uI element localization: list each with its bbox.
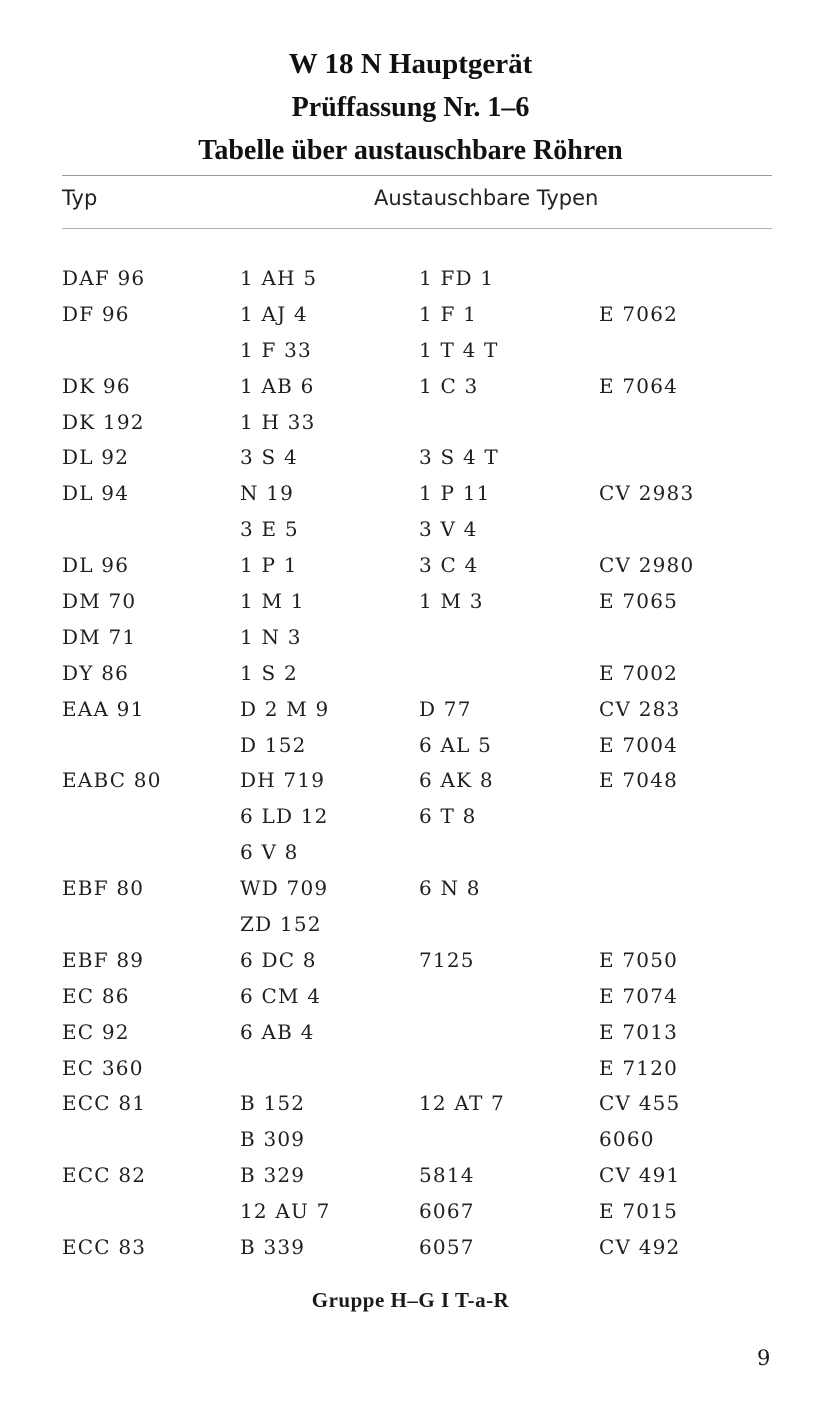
replacement-cell-1: 6 DC 8	[240, 947, 317, 972]
replacement-cell-2: 3 V 4	[419, 517, 478, 542]
replacement-cell-2: 1 T 4 T	[419, 337, 499, 362]
table-row	[0, 764, 821, 800]
tube-type-cell: DM 71	[62, 624, 137, 649]
table-row	[0, 370, 821, 406]
replacement-cell-3: E 7064	[599, 373, 679, 398]
replacement-cell-1: 6 LD 12	[240, 804, 329, 829]
replacement-cell-3: E 7015	[599, 1199, 679, 1224]
replacement-cell-2: 3 C 4	[419, 553, 479, 578]
table-row	[0, 334, 821, 370]
replacement-cell-2: 6 AK 8	[419, 768, 494, 793]
replacement-cell-2: 5814	[419, 1163, 475, 1188]
replacement-cell-3: E 7004	[599, 732, 679, 757]
replacement-cell-2: 1 FD 1	[419, 266, 495, 290]
replacement-cell-3: E 7062	[599, 301, 679, 326]
table-row	[0, 1231, 821, 1267]
replacement-cell-1: 1 N 3	[240, 624, 302, 649]
tube-type-cell: EC 86	[62, 983, 130, 1008]
tube-type-cell: EC 92	[62, 1019, 130, 1044]
replacement-cell-1: B 329	[240, 1163, 306, 1188]
replacement-cell-3: CV 2983	[599, 481, 695, 506]
table-row	[0, 298, 821, 334]
page-number: 9	[757, 1346, 771, 1370]
tube-type-cell: DAF 96	[62, 266, 146, 290]
replacement-cell-3: E 7048	[599, 768, 679, 793]
tube-type-cell: EC 360	[62, 1055, 144, 1080]
replacement-cell-1: D 2 M 9	[240, 696, 330, 721]
replacement-cell-3: CV 492	[599, 1235, 681, 1260]
table-row	[0, 908, 821, 944]
replacement-cell-1: 3 E 5	[240, 517, 299, 542]
table-row	[0, 872, 821, 908]
replacement-cell-2: 7125	[419, 947, 475, 972]
replacement-cell-1: 3 S 4	[240, 445, 298, 470]
table-row	[0, 621, 821, 657]
replacement-cell-1: 6 CM 4	[240, 983, 322, 1008]
replacement-cell-1: ZD 152	[240, 912, 322, 937]
replacement-cell-3: E 7013	[599, 1019, 679, 1044]
replacement-cell-1: 1 AH 5	[240, 266, 318, 290]
tube-table	[0, 262, 821, 1267]
replacement-cell-2: 6 T 8	[419, 804, 477, 829]
replacement-cell-3: CV 2980	[599, 553, 695, 578]
tube-type-cell: DL 96	[62, 553, 130, 578]
replacement-cell-3: E 7002	[599, 660, 679, 685]
table-row	[0, 1052, 821, 1088]
tube-type-cell: ECC 81	[62, 1091, 147, 1116]
table-title: Tabelle über austauschbare Röhren	[198, 135, 623, 166]
table-header	[0, 186, 821, 216]
replacement-cell-3: E 7065	[599, 589, 679, 614]
replacement-cell-3: CV 455	[599, 1091, 681, 1116]
tube-type-cell: EBF 89	[62, 947, 145, 972]
replacement-cell-2: 6 N 8	[419, 876, 481, 901]
tube-type-cell: DF 96	[62, 301, 130, 326]
tube-type-cell: DL 94	[62, 481, 130, 506]
header-bottom-divider	[62, 228, 772, 229]
replacement-cell-3: E 7120	[599, 1055, 679, 1080]
replacement-cell-1: 1 P 1	[240, 553, 298, 578]
table-row	[0, 441, 821, 477]
replacement-cell-2: D 77	[419, 696, 472, 721]
table-row	[0, 657, 821, 693]
tube-type-cell: DK 192	[62, 409, 145, 434]
replacement-cell-2: 6057	[419, 1235, 475, 1260]
table-row	[0, 477, 821, 513]
replacement-cell-2: 1 M 3	[419, 589, 484, 614]
replacement-cell-1: 6 V 8	[240, 840, 299, 865]
column-header-austauschbare-typen: Austauschbare Typen	[374, 186, 599, 210]
replacement-cell-2: 1 F 1	[419, 301, 478, 326]
replacement-cell-1: 1 AB 6	[240, 373, 315, 398]
group-footer: Gruppe H–G I T-a-R	[311, 1288, 510, 1312]
replacement-cell-3: E 7074	[599, 983, 679, 1008]
replacement-cell-2: 12 AT 7	[419, 1091, 505, 1116]
table-row	[0, 1159, 821, 1195]
table-row	[0, 549, 821, 585]
table-row	[0, 836, 821, 872]
replacement-cell-1: DH 719	[240, 768, 326, 793]
replacement-cell-1: 6 AB 4	[240, 1019, 315, 1044]
tube-type-cell: EBF 80	[62, 876, 145, 901]
table-row	[0, 729, 821, 765]
replacement-cell-3: 6060	[599, 1127, 655, 1152]
replacement-cell-1: 1 M 1	[240, 589, 305, 614]
replacement-cell-1: B 309	[240, 1127, 306, 1152]
table-row	[0, 1016, 821, 1052]
replacement-cell-3: E 7050	[599, 947, 679, 972]
tube-type-cell: ECC 82	[62, 1163, 147, 1188]
tube-type-cell: ECC 83	[62, 1235, 147, 1260]
replacement-cell-3: CV 491	[599, 1163, 681, 1188]
replacement-cell-1: 1 F 33	[240, 337, 312, 362]
replacement-cell-1: 12 AU 7	[240, 1199, 331, 1224]
replacement-cell-1: N 19	[240, 481, 295, 506]
replacement-cell-1: 1 S 2	[240, 660, 298, 685]
replacement-cell-1: B 152	[240, 1091, 306, 1116]
replacement-cell-2: 6 AL 5	[419, 732, 493, 757]
table-row	[0, 1195, 821, 1231]
tube-type-cell: DM 70	[62, 589, 137, 614]
replacement-cell-1: B 339	[240, 1235, 306, 1260]
table-row	[0, 513, 821, 549]
replacement-cell-2: 3 S 4 T	[419, 445, 499, 470]
replacement-cell-1: 1 H 33	[240, 409, 316, 434]
tube-type-cell: EABC 80	[62, 768, 162, 793]
table-row	[0, 585, 821, 621]
replacement-cell-2: 1 P 11	[419, 481, 491, 506]
table-row	[0, 262, 821, 298]
table-row	[0, 944, 821, 980]
tube-type-cell: DY 86	[62, 660, 130, 685]
tube-type-cell: DL 92	[62, 445, 130, 470]
page-subtitle: Prüffassung Nr. 1–6	[291, 92, 530, 123]
tube-type-cell: EAA 91	[62, 696, 145, 721]
table-row	[0, 980, 821, 1016]
column-header-typ: Typ	[62, 186, 98, 210]
replacement-cell-2: 1 C 3	[419, 373, 479, 398]
replacement-cell-3: CV 283	[599, 696, 681, 721]
replacement-cell-2: 6067	[419, 1199, 475, 1224]
page-title: W 18 N Hauptgerät	[288, 48, 533, 80]
table-row	[0, 800, 821, 836]
page-title-block	[0, 42, 821, 173]
table-row	[0, 1123, 821, 1159]
table-row	[0, 406, 821, 442]
table-row	[0, 693, 821, 729]
tube-type-cell: DK 96	[62, 373, 131, 398]
replacement-cell-1: WD 709	[240, 876, 329, 901]
header-top-divider	[62, 175, 772, 176]
table-row	[0, 1087, 821, 1123]
replacement-cell-1: 1 AJ 4	[240, 301, 308, 326]
replacement-cell-1: D 152	[240, 732, 307, 757]
